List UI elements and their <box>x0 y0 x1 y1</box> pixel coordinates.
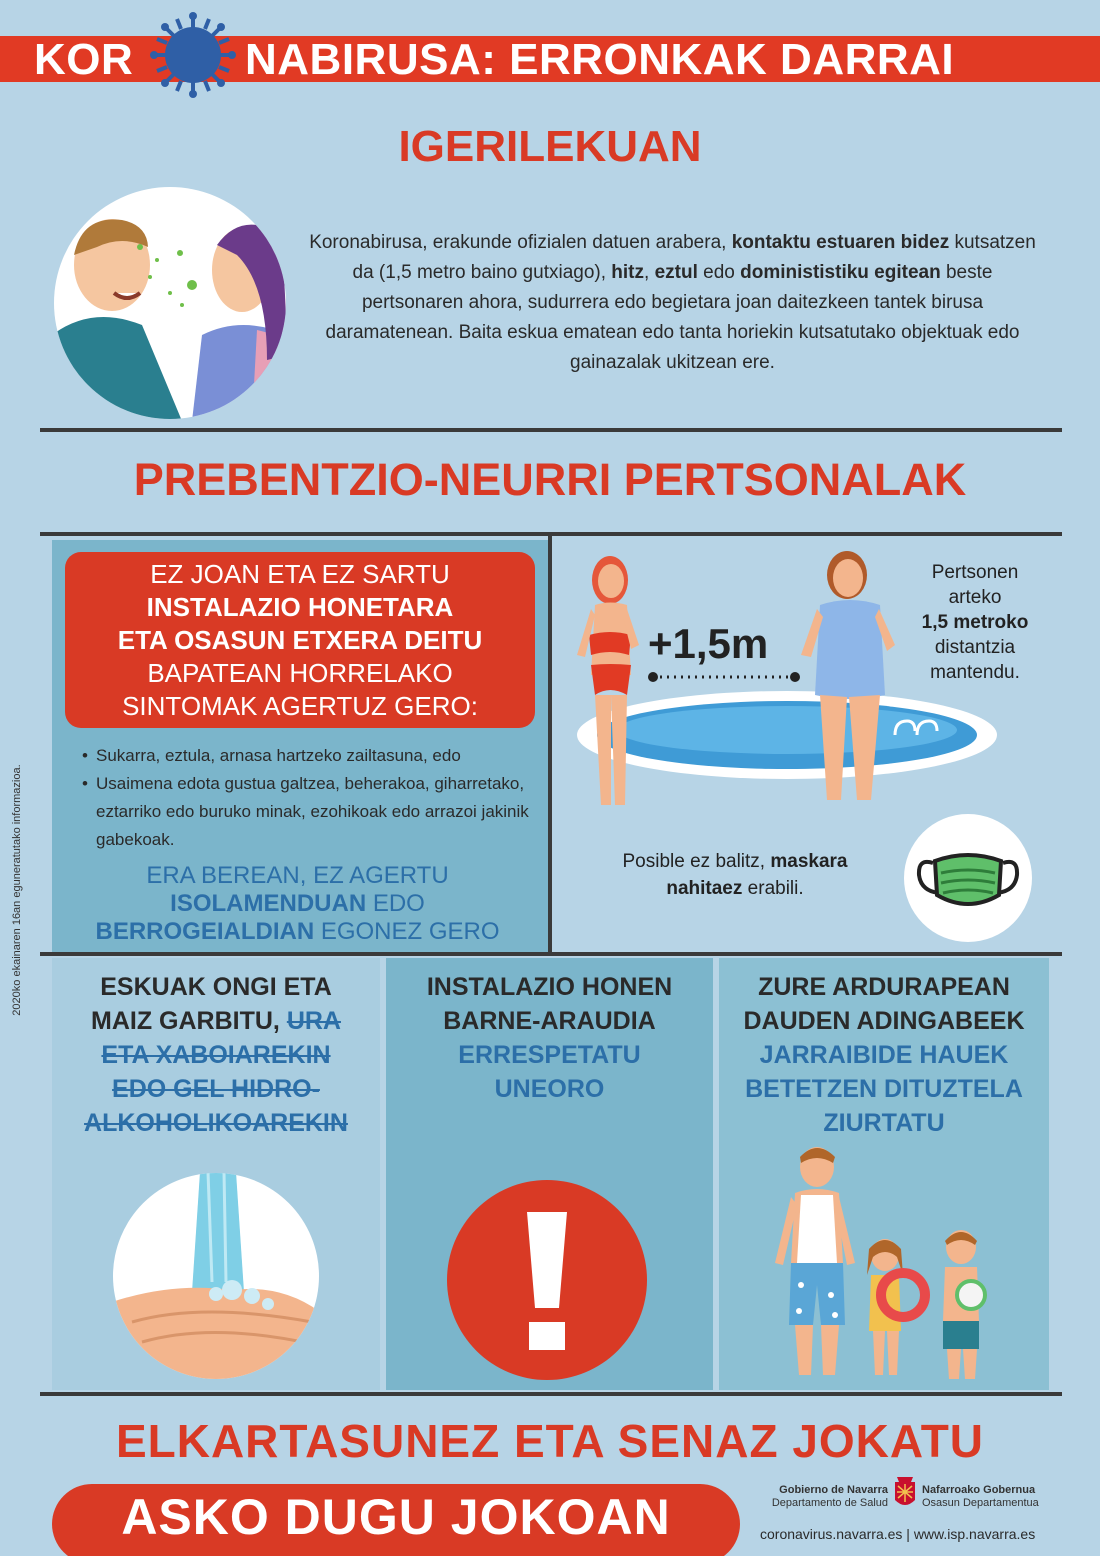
mask-text-part: Posible ez balitz, <box>622 851 771 872</box>
warning-line: BAPATEAN HORRELAKO <box>147 658 453 688</box>
header-title-right: NABIRUSA: ERRONKAK DARRAI <box>245 35 955 84</box>
hands-line: EDO GEL HIDRO- <box>112 1075 320 1103</box>
intro-text-run: Koronabirusa, erakunde ofizialen datuen arabera, <box>309 232 732 253</box>
gov-name-eu <box>922 1484 1062 1510</box>
intro-text-run: kontaktu estuaren bidez <box>731 232 950 253</box>
rules-line: BARNE-ARAUDIA <box>443 1007 656 1035</box>
header-title-left: KOR <box>34 35 134 84</box>
virus-icon <box>150 12 236 98</box>
mask-text <box>585 848 885 902</box>
gov-line: Departamento de Salud <box>771 1497 888 1509</box>
mask-text-bold: nahitaez <box>666 878 743 899</box>
intro-text-run: eztul <box>654 262 698 283</box>
banner-text: ASKO DUGU JOKOAN <box>121 1489 671 1545</box>
symptoms-list <box>82 742 532 854</box>
distance-line: 1,5 metroko <box>921 612 1029 633</box>
isolation-bold: ISOLAMENDUAN <box>170 890 367 917</box>
gov-line: Osasun Departamentua <box>922 1497 1039 1509</box>
intro-text-run: , <box>644 262 655 283</box>
rules-title <box>386 970 713 1106</box>
hands-line: ALKOHOLIKOAREKIN <box>84 1109 348 1137</box>
isolation-text <box>55 862 540 946</box>
divider <box>548 536 552 954</box>
isolation-rest: EDO <box>366 890 425 917</box>
mask-text-bold: maskara <box>770 851 848 872</box>
section-title-pool: IGERILEKUAN <box>398 122 702 171</box>
distance-line: mantendu. <box>930 662 1020 683</box>
mask-text-part: erabili. <box>742 878 804 899</box>
mask-icon <box>903 813 1033 943</box>
divider <box>40 428 1062 432</box>
intro-text-run: dominististiku egitean <box>740 262 941 283</box>
section-title-prevention: PREBENTZIO-NEURRI PERTSONALAK <box>133 454 967 505</box>
intro-text-run: edo <box>697 262 741 283</box>
gov-line: Nafarroako Gobernua <box>922 1484 1036 1496</box>
warning-line: EZ JOAN ETA EZ SARTU <box>150 559 450 589</box>
navarra-coat-of-arms-icon <box>893 1474 917 1510</box>
minors-line: ZURE ARDURAPEAN <box>758 973 1010 1001</box>
distance-line: Pertsonen <box>931 562 1019 583</box>
minors-line: ZIURTATU <box>823 1109 945 1137</box>
hand-washing-illustration <box>112 1172 320 1380</box>
distance-line: arteko <box>948 587 1002 608</box>
gov-line: Gobierno de Navarra <box>779 1484 888 1496</box>
isolation-bold: BERROGEIALDIAN <box>95 918 315 945</box>
hands-line: URA <box>286 1007 341 1035</box>
family-illustration <box>765 1145 1015 1385</box>
slogan: ELKARTASUNEZ ETA SENAZ JOKATU <box>115 1415 985 1467</box>
distance-line: distantzia <box>934 637 1016 658</box>
rules-line: INSTALAZIO HONEN <box>426 973 673 1001</box>
hands-line: ETA XABOIAREKIN <box>101 1041 331 1069</box>
website-links[interactable]: coronavirus.navarra.es | www.isp.navarra.es <box>760 1526 1036 1542</box>
list-item: • Usaimena edota gustua galtzea, beherakoa, giharretako, eztarriko edo buruko minak, ezohikoak edo arrazoi jakinik gabekoak. <box>82 770 532 854</box>
warning-line: INSTALAZIO HONETARA <box>146 592 454 622</box>
warning-box <box>65 552 535 728</box>
divider <box>40 952 1062 956</box>
divider <box>40 1392 1062 1396</box>
intro-paragraph <box>305 228 1040 378</box>
talking-people-illustration <box>52 185 288 421</box>
intro-text-run: hitz <box>611 262 644 283</box>
hands-line: ESKUAK ONGI ETA <box>100 973 332 1001</box>
distance-text <box>895 560 1055 685</box>
update-note-text: 2020ko ekainaren 16an eguneratutako informazioa. <box>11 764 23 1016</box>
hands-title <box>52 970 380 1140</box>
isolation-rest: EGONEZ GERO <box>314 918 500 945</box>
intro-text-run: beste pertsonaren ahora, sudurrera edo begietara joan daitezkeen tantek birusa daramatenean. Baita eskua ematean edo tanta horiekin kutsatutako objektuak edo gainazalak ukitzean ere. <box>325 262 1020 373</box>
minors-line: DAUDEN ADINGABEEK <box>743 1007 1025 1035</box>
list-item: • Sukarra, eztula, arnasa hartzeko zailtasuna, edo <box>82 742 532 770</box>
hands-line: MAIZ GARBITU, <box>91 1007 287 1035</box>
warning-line: ETA OSASUN ETXERA DEITU <box>117 625 483 655</box>
warning-line: SINTOMAK AGERTUZ GERO: <box>122 691 478 721</box>
minors-title <box>719 970 1049 1140</box>
rules-line: ERRESPETATU <box>458 1041 641 1069</box>
gov-name-es <box>760 1484 888 1510</box>
distance-measure: +1,5m <box>648 620 769 667</box>
isolation-line: ERA BEREAN, EZ AGERTU <box>146 862 449 889</box>
minors-line: BETETZEN DITUZTELA <box>745 1075 1023 1103</box>
minors-line: JARRAIBIDE HAUEK <box>759 1041 1009 1069</box>
rules-line: UNEORO <box>494 1075 605 1103</box>
intro-text-run: kutsatzen da (1,5 metro baino gutxiago), <box>352 232 1036 283</box>
exclamation-icon <box>447 1180 647 1380</box>
